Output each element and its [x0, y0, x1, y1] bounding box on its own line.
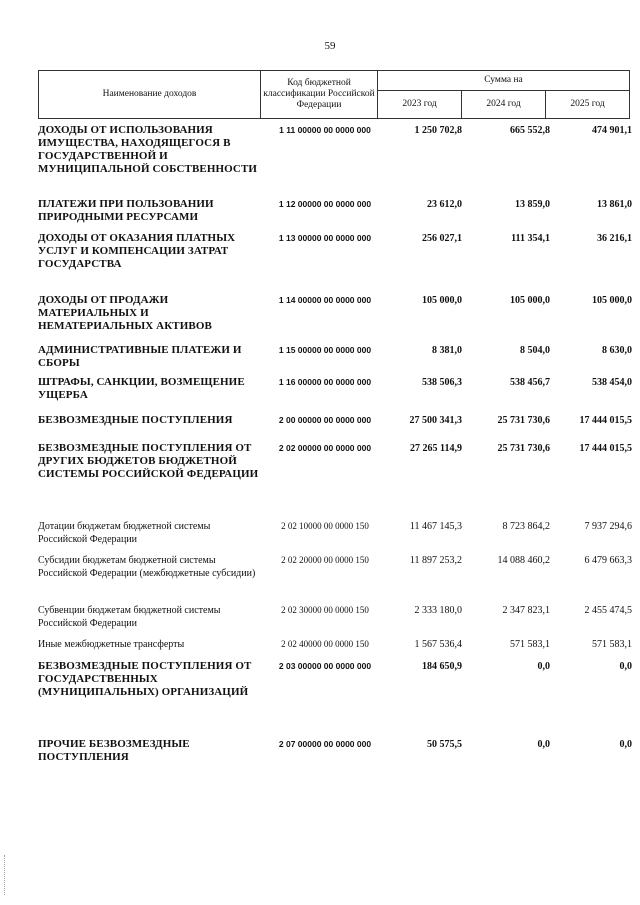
table-header	[38, 70, 630, 119]
income-name: Субвенции бюджетам бюджетной системы Российской Федерации	[38, 605, 221, 629]
amount-2023: 8 381,0	[432, 345, 462, 356]
budget-code: 2 02 30000 00 0000 150	[281, 605, 369, 615]
amount-2025: 2 455 474,5	[584, 605, 632, 616]
table-row	[38, 376, 640, 414]
budget-code: 2 03 00000 00 0000 000	[278, 661, 372, 671]
header-year-2024: 2024 год	[462, 91, 546, 119]
amount-2025: 0,0	[619, 739, 632, 750]
table-row	[38, 738, 640, 778]
amount-2023: 23 612,0	[427, 199, 462, 210]
amount-2023: 2 333 180,0	[414, 605, 462, 616]
budget-code: 2 00 00000 00 0000 000	[278, 415, 372, 425]
budget-code: 2 02 00000 00 0000 000	[278, 443, 372, 453]
header-year-2025: 2025 год	[546, 91, 630, 119]
page-number: 59	[324, 40, 336, 52]
budget-code: 1 14 00000 00 0000 000	[278, 295, 372, 305]
amount-2023: 1 250 702,8	[414, 125, 462, 136]
income-name: БЕЗВОЗМЕЗДНЫЕ ПОСТУПЛЕНИЯ ОТ ДРУГИХ БЮДЖЕТОВ БЮДЖЕТНОЙ СИСТЕМЫ РОССИЙСКОЙ ФЕДЕРАЦИИ	[38, 442, 259, 480]
budget-code: 1 16 00000 00 0000 000	[278, 377, 372, 387]
amount-2023: 256 027,1	[422, 233, 462, 244]
table-row	[38, 604, 640, 638]
income-name: ДОХОДЫ ОТ ОКАЗАНИЯ ПЛАТНЫХ УСЛУГ И КОМПЕНСАЦИИ ЗАТРАТ ГОСУДАРСТВА	[38, 232, 236, 270]
amount-2025: 571 583,1	[592, 639, 632, 650]
amount-2023: 105 000,0	[422, 295, 462, 306]
income-name: ПРОЧИЕ БЕЗВОЗМЕЗДНЫЕ ПОСТУПЛЕНИЯ	[38, 738, 190, 763]
amount-2024: 665 552,8	[510, 125, 550, 136]
budget-code: 1 12 00000 00 0000 000	[278, 199, 372, 209]
table-row	[38, 124, 640, 198]
amount-2024: 25 731 730,6	[497, 443, 550, 454]
amount-2024: 25 731 730,6	[497, 415, 550, 426]
header-year-2023: 2023 год	[378, 91, 462, 119]
budget-code: 2 02 40000 00 0000 150	[281, 639, 369, 649]
amount-2023: 538 506,3	[422, 377, 462, 388]
amount-2023: 27 265 114,9	[410, 443, 462, 454]
amount-2024: 0,0	[537, 739, 550, 750]
amount-2024: 538 456,7	[510, 377, 550, 388]
amount-2024: 13 859,0	[515, 199, 550, 210]
amount-2025: 8 630,0	[602, 345, 632, 356]
table-row	[38, 414, 640, 442]
amount-2025: 474 901,1	[592, 125, 632, 136]
table-row	[38, 660, 640, 738]
budget-code: 2 02 10000 00 0000 150	[281, 521, 369, 531]
budget-code: 2 07 00000 00 0000 000	[278, 739, 372, 749]
amount-2023: 184 650,9	[422, 661, 462, 672]
amount-2024: 14 088 460,2	[497, 555, 550, 566]
amount-2023: 1 567 536,4	[414, 639, 462, 650]
amount-2023: 11 897 253,2	[409, 555, 462, 566]
budget-code: 1 13 00000 00 0000 000	[278, 233, 372, 243]
amount-2023: 27 500 341,3	[409, 415, 462, 426]
income-name: БЕЗВОЗМЕЗДНЫЕ ПОСТУПЛЕНИЯ	[38, 414, 233, 426]
amount-2024: 0,0	[537, 661, 550, 672]
table-row	[38, 638, 640, 660]
income-name: БЕЗВОЗМЕЗДНЫЕ ПОСТУПЛЕНИЯ ОТ ГОСУДАРСТВЕННЫХ (МУНИЦИПАЛЬНЫХ) ОРГАНИЗАЦИЙ	[38, 660, 252, 698]
income-name: Субсидии бюджетам бюджетной системы Российской Федерации (межбюджетные субсидии)	[38, 555, 256, 579]
income-name: Дотации бюджетам бюджетной системы Российской Федерации	[38, 521, 211, 545]
income-name: ПЛАТЕЖИ ПРИ ПОЛЬЗОВАНИИ ПРИРОДНЫМИ РЕСУРСАМИ	[38, 198, 214, 223]
header-sum: Сумма на	[378, 71, 630, 91]
amount-2025: 13 861,0	[597, 199, 632, 210]
amount-2025: 105 000,0	[592, 295, 632, 306]
table-row	[38, 520, 640, 554]
amount-2024: 105 000,0	[510, 295, 550, 306]
amount-2025: 6 479 663,3	[584, 555, 632, 566]
amount-2025: 17 444 015,5	[579, 415, 632, 426]
scan-edge-marks	[4, 855, 7, 895]
income-name: ДОХОДЫ ОТ ПРОДАЖИ МАТЕРИАЛЬНЫХ И НЕМАТЕРИАЛЬНЫХ АКТИВОВ	[38, 294, 212, 332]
amount-2025: 7 937 294,6	[584, 521, 632, 532]
table-row	[38, 442, 640, 520]
amount-2023: 11 467 145,3	[409, 521, 462, 532]
amount-2025: 538 454,0	[592, 377, 632, 388]
header-name: Наименование доходов	[39, 71, 261, 119]
header-code: Код бюджетной классификации Российской Федерации	[261, 71, 378, 119]
amount-2025: 36 216,1	[597, 233, 632, 244]
table-row	[38, 294, 640, 344]
budget-code: 2 02 20000 00 0000 150	[281, 555, 369, 565]
income-name: ШТРАФЫ, САНКЦИИ, ВОЗМЕЩЕНИЕ УЩЕРБА	[38, 376, 245, 401]
amount-2024: 111 354,1	[511, 233, 550, 244]
table-row	[38, 198, 640, 232]
amount-2025: 0,0	[619, 661, 632, 672]
table-row	[38, 344, 640, 376]
amount-2023: 50 575,5	[427, 739, 462, 750]
table-row	[38, 554, 640, 604]
income-name: АДМИНИСТРАТИВНЫЕ ПЛАТЕЖИ И СБОРЫ	[38, 344, 242, 369]
amount-2025: 17 444 015,5	[579, 443, 632, 454]
budget-code: 1 11 00000 00 0000 000	[279, 125, 371, 135]
amount-2024: 2 347 823,1	[502, 605, 550, 616]
table-row	[38, 232, 640, 294]
amount-2024: 8 504,0	[520, 345, 550, 356]
budget-code: 1 15 00000 00 0000 000	[278, 345, 372, 355]
amount-2024: 571 583,1	[510, 639, 550, 650]
income-name: Иные межбюджетные трансферты	[38, 639, 185, 650]
income-table-body	[38, 124, 640, 778]
income-name: ДОХОДЫ ОТ ИСПОЛЬЗОВАНИЯ ИМУЩЕСТВА, НАХОДЯЩЕГОСЯ В ГОСУДАРСТВЕННОЙ И МУНИЦИПАЛЬНОЙ СОБСТВЕННОСТИ	[38, 124, 258, 175]
amount-2024: 8 723 864,2	[502, 521, 550, 532]
